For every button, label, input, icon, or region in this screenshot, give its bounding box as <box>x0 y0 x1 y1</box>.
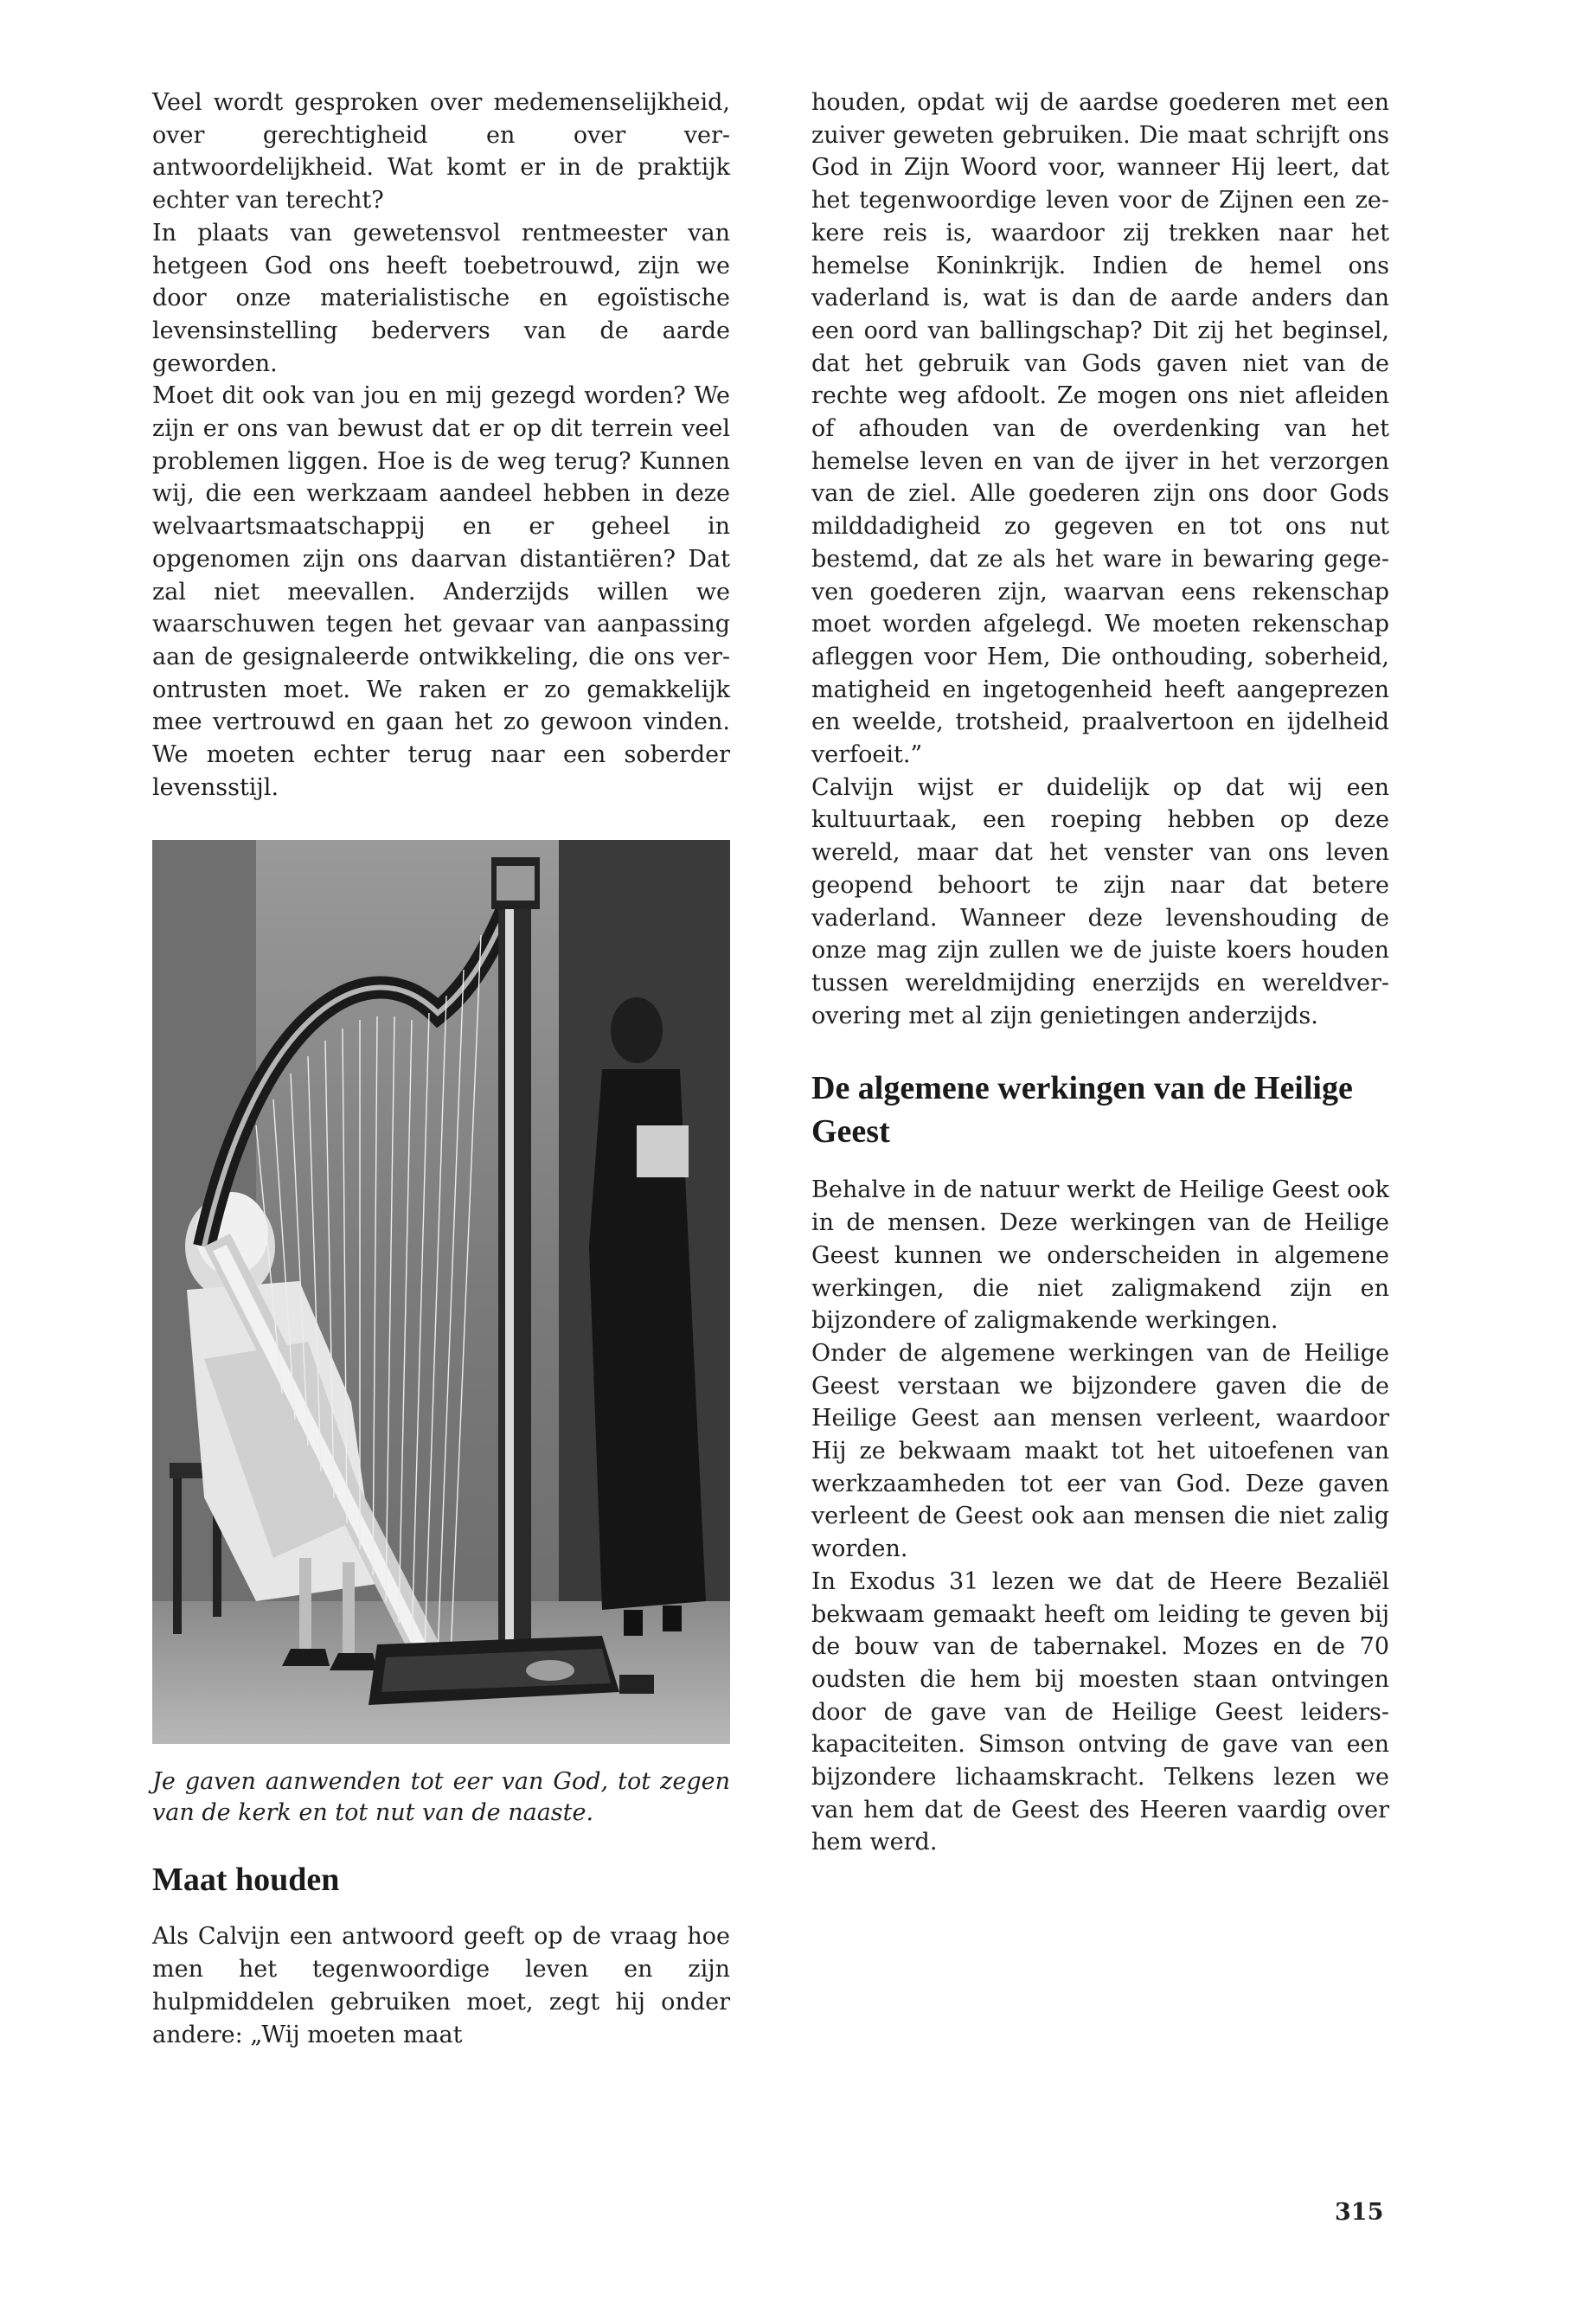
calvijn-quote-paragraph: houden, opdat wij de aardse goederen met een zuiver geweten gebruiken. Die maat schrijft ons God in Zijn Woord voor, wanneer Hij leert, dat het tegenwoordige leven voor de Zijnen een zekere reis is, waardoor zij trekken naar het hemelse Koninkrijk. Indien de hemel ons vaderland is, wat is dan de aarde anders dan een oord van ballingschap? Dit zij het beginsel, dat het gebruik van Gods gaven niet van de rechte weg afdoolt. Ze mogen ons niet afleiden of afhouden van de overdenking van het hemelse leven en van de ijver in het verzorgen van de ziel. Alle goederen zijn ons door Gods milddadigheid zo gegeven en tot ons nut bestemd, dat ze als het ware in bewaring gegeven goederen zijn, waarvan eens rekenschap moet worden afgelegd. We moeten rekenschap afleggen voor Hem, Die onthouding, soberheid, matigheid en ingetogenheid heeft aangeprezen en weelde, trotsheid, praalvertoon en ijdelheid verfoeit.” <box>811 89 1389 769</box>
page-number: 315 <box>1335 2199 1384 2226</box>
right-column <box>811 87 1389 1859</box>
maat-paragraph: Als Calvijn een antwoord geeft op de vraag hoe men het tegenwoordige leven en zijn hulpmiddelen gebruiken moet, zegt hij onder andere: „Wij moeten maat <box>152 1923 730 2048</box>
heading-maat-houden: Maat houden <box>152 1862 340 1899</box>
intro-paragraph-3: Moet dit ook van jou en mij gezegd worden? We zijn er ons van bewust dat er op dit terrein veel problemen liggen. Hoe is de weg terug? Kunnen wij, die een werkzaam aandeel hebben in deze welvaartsmaatschappij en er geheel in opgenomen zijn ons daarvan distantiëren? Dat zal niet meevallen. Anderzijds willen we waarschuwen tegen het gevaar van aanpassing aan de gesignaleerde ontwikkeling, die ons verontrusten moet. We raken er zo gemakkelijk mee vertrouwd en gaan het zo gewoon vinden. We moeten echter terug naar een soberder levensstijl. <box>152 382 730 801</box>
photo-caption: Je gaven aanwenden tot eer van God, tot zegen van de kerk en tot nut van de naaste. <box>152 1768 730 1827</box>
intro-paragraph-1: Veel wordt gesproken over medemenselijkheid, over gerechtigheid en over verantwoordelijkheid. Wat komt er in de praktijk echter van terecht? <box>152 89 730 215</box>
geest-paragraph-1: Behalve in de natuur werkt de Heilige Geest ook in de mensen. Deze werkingen van de Heilige Geest kunnen we onderscheiden in algemene werkingen, die niet zaligmakend zijn en bijzondere of zaligmakende werkingen. <box>811 1176 1389 1335</box>
intro-paragraph-2: In plaats van gewetensvol rentmeester van hetgeen God ons heeft toebetrouwd, zijn we door onze materialistische en egoïstische levensinstelling bedervers van de aarde geworden. <box>152 219 730 377</box>
heading-algemene-werkingen: De algemene werkingen van de Heilige Geest <box>811 1070 1353 1150</box>
harp-photo <box>152 840 730 1744</box>
kultuurtaak-paragraph: Calvijn wijst er duidelijk op dat wij een kultuurtaak, een roeping hebben op deze wereld, maar dat het venster van ons leven geopend behoort te zijn naar dat betere vaderland. Wanneer deze levenshouding de onze mag zijn zullen we de juiste koers houden tussen wereldmijding enerzijds en wereldverovering met al zijn genietingen anderzijds. <box>811 773 1389 1029</box>
geest-paragraph-3: In Exodus 31 lezen we dat de Heere Bezaliël bekwaam gemaakt heeft om leiding te geven bij de bouw van de tabernakel. Mozes en de 70 oudsten die hem bij moesten staan ontvingen door de gave van de Heilige Geest leiderskapaciteiten. Simson ontving de gave van een bijzondere lichaamskracht. Telkens lezen we van hem dat de Geest des Heeren vaardig over hem werd. <box>811 1567 1389 1856</box>
geest-paragraph-2: Onder de algemene werkingen van de Heilige Geest verstaan we bijzondere gaven die de Heilige Geest aan mensen verleent, waardoor Hij ze bekwaam maakt tot het uitoefenen van werkzaamheden tot eer van God. Deze gaven verleent de Geest ook aan mensen die niet zalig worden. <box>811 1339 1389 1563</box>
left-column <box>152 87 730 2051</box>
harp-photo-illustration <box>152 840 730 1744</box>
